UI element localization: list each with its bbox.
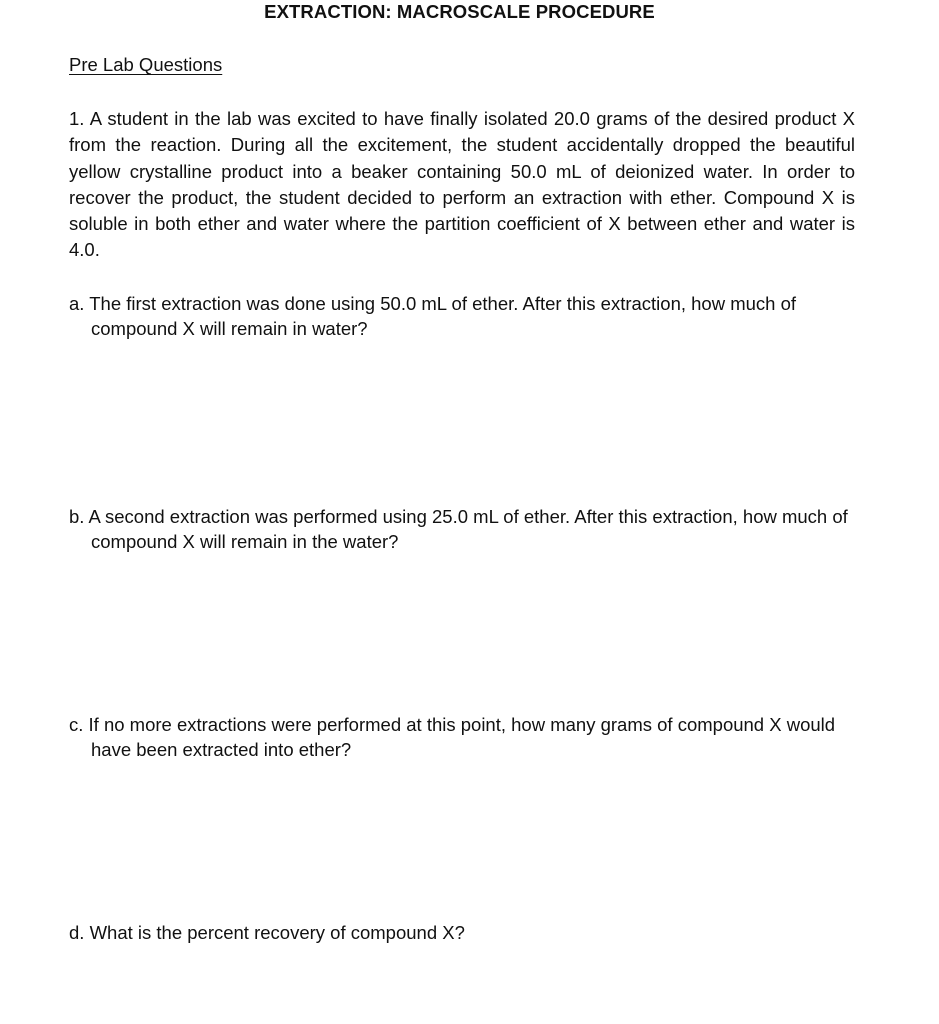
question-b: b. A second extraction was performed using 25.0 mL of ether. After this extraction, how much of compound X will remain in the water? bbox=[69, 506, 848, 552]
question-a: a. The first extraction was done using 50.0 mL of ether. After this extraction, how much of compound X will remain in water? bbox=[69, 293, 797, 339]
question-intro: 1. A student in the lab was excited to have finally isolated 20.0 grams of the desired product X from the reaction. During all the excitement, the student accidentally dropped the beautiful yellow crystalline product into a beaker containing 50.0 mL of deionized water. In order to recover the product, the student decided to perform an extraction with ether. Compound X is soluble in both ether and water where the partition coefficient of X between ether and water is 4.0. bbox=[69, 108, 855, 261]
section-heading: Pre Lab Questions bbox=[69, 54, 223, 75]
question-c: c. If no more extractions were performed at this point, how many grams of compound X would have been extracted into ether? bbox=[69, 714, 836, 760]
page-title: EXTRACTION: MACROSCALE PROCEDURE bbox=[264, 1, 655, 22]
question-d: d. What is the percent recovery of compound X? bbox=[69, 922, 465, 943]
